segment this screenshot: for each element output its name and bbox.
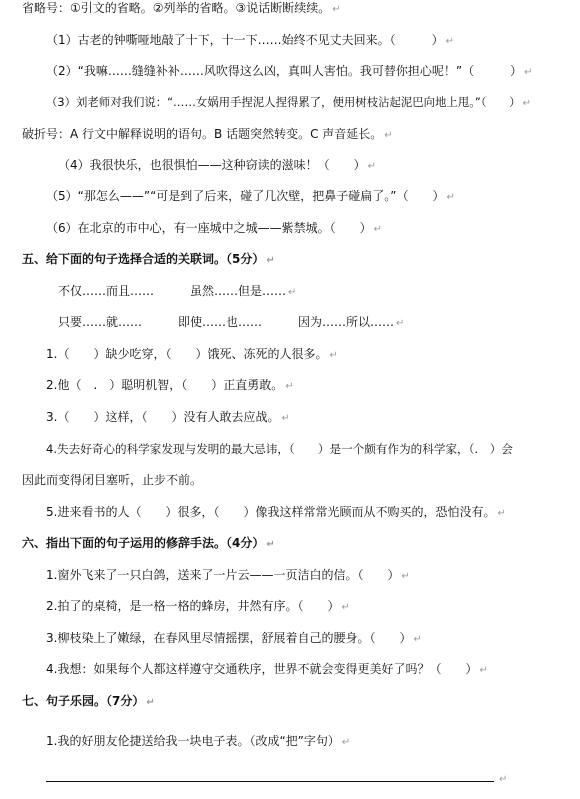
question-item-3 [46, 94, 531, 112]
paragraph-mark: ↵ [401, 571, 410, 582]
paragraph-mark: ↵ [281, 413, 290, 424]
line-text: （2）“我嘛……缝缝补补……风吹得这么凶，真叫人害怕。我可替你担心呢！”（ ） [46, 64, 523, 78]
paragraph-mark: ↵ [445, 36, 455, 47]
conjunction-question-4 [46, 441, 513, 457]
line-text: 只要……就…… 即使……也…… 因为……所以…… [58, 315, 395, 329]
line-text: 不仅……而且…… 虽然……但是…… [58, 284, 287, 298]
paragraph-mark: ↵ [373, 224, 383, 235]
paragraph-mark: ↵ [479, 665, 488, 676]
sentence-question-1 [46, 733, 350, 751]
line-text: 1.窗外飞来了一只白鸽，送来了一片云——一页洁白的信。（ ） [46, 568, 400, 582]
conjunction-options-row-1 [58, 283, 296, 301]
line-text: （3）刘老师对我们说：“……女娲用手捏泥人捏得累了，便用树枝沾起泥巴向地上甩。”（ ） [46, 95, 521, 109]
line-text: 3.（ ）这样，（ ）没有人敢去应战。 [46, 410, 280, 424]
line-text: （5）“那怎么——”“可是到了后来，碰了几次壁，把鼻子碰扁了。”（ ） [46, 189, 445, 203]
paragraph-mark: ↵ [288, 287, 297, 298]
paragraph-mark: ↵ [332, 4, 341, 15]
section-six-heading [22, 535, 275, 553]
paragraph-mark: ↵ [497, 508, 506, 519]
line-text: 3.柳枝染上了嫩绿，在春风里尽情摇摆，舒展着自己的腰身。（ ） [46, 631, 412, 645]
answer-line-end [497, 770, 507, 788]
conjunction-question-2 [46, 377, 294, 395]
dash-title [22, 126, 393, 144]
rhetoric-question-1 [46, 567, 410, 585]
rhetoric-question-3 [46, 630, 422, 648]
line-text: 2.拍了的桌椅，是一格一格的蜂房，井然有序。（ ） [46, 599, 340, 613]
paragraph-mark: ↵ [384, 130, 393, 141]
question-item-4 [58, 157, 376, 175]
section-five-heading [22, 251, 275, 269]
paragraph-mark: ↵ [522, 98, 532, 109]
section-seven-heading [22, 693, 155, 711]
paragraph-mark: ↵ [367, 161, 377, 172]
line-text: 1.我的好朋友伦捷送给我一块电子表。（改成“把”字句） [46, 734, 340, 748]
line-text: 破折号：A 行文中解释说明的语句。B 话题突然转变。C 声音延长。 [22, 127, 383, 141]
line-text: 2.他（ . ）聪明机智，（ ）正直勇敢。 [46, 378, 284, 392]
paragraph-mark: ↵ [446, 192, 455, 203]
line-text: 五、给下面的句子选择合适的关联词。（5分） [22, 252, 265, 266]
conjunction-options-row-2 [58, 314, 404, 332]
paragraph-mark: ↵ [266, 539, 275, 550]
paragraph-mark: ↵ [146, 697, 155, 708]
answer-blank-line [46, 781, 494, 782]
rhetoric-question-2 [46, 598, 350, 616]
question-item-6 [46, 220, 382, 238]
conjunction-question-4-continued [22, 472, 202, 488]
question-item-5 [46, 188, 455, 206]
conjunction-question-5 [46, 504, 506, 522]
paragraph-mark: ↵ [413, 634, 422, 645]
paragraph-mark: ↵ [396, 318, 405, 329]
line-text: 4.失去好奇心的科学家发现与发明的最大忌讳，（ ）是一个颇有作为的科学家，（. ）会 [46, 442, 513, 456]
line-text: （4）我很快乐，也很惧怕——这种窃读的滋味！（ ） [58, 158, 366, 172]
line-text: 1.（ ）缺少吃穿，（ ）饿死、冻死的人很多。 [46, 347, 328, 361]
line-text: （1）古老的钟嘶哑地敲了十下，十一下……始终不见丈夫回来。（ ） [46, 33, 444, 47]
paragraph-mark: ↵ [266, 255, 275, 266]
paragraph-mark: ↵ [285, 381, 294, 392]
line-text: 4.我想：如果每个人都这样遵守交通秩序，世界不就会变得更美好了吗？（ ） [46, 662, 478, 676]
line-text: （6）在北京的市中心，有一座城中之城——紫禁城。（ ） [46, 221, 372, 235]
paragraph-mark: ↵ [341, 602, 350, 613]
line-text: 因此而变得闭目塞听，止步不前。 [22, 473, 203, 487]
line-text: 5.进来看书的人（ ）很多，（ ）像我这样常常光顾而从不购买的，恐怕没有。 [46, 505, 496, 519]
rhetoric-question-4 [46, 661, 488, 679]
paragraph-omission-title [22, 0, 341, 18]
paragraph-mark: ↵ [329, 350, 338, 361]
paragraph-mark: ↵ [341, 737, 351, 748]
line-text: 七、句子乐园。（7分） [22, 694, 145, 708]
line-text: 省略号：①引文的省略。②列举的省略。③说话断断续续。 [22, 1, 331, 15]
paragraph-mark: ↵ [499, 774, 508, 785]
question-item-2 [46, 63, 532, 81]
line-text: 六、指出下面的句子运用的修辞手法。（4分） [22, 536, 265, 550]
question-item-1 [46, 32, 454, 50]
paragraph-mark: ↵ [524, 67, 533, 78]
conjunction-question-3 [46, 409, 290, 427]
conjunction-question-1 [46, 346, 338, 364]
